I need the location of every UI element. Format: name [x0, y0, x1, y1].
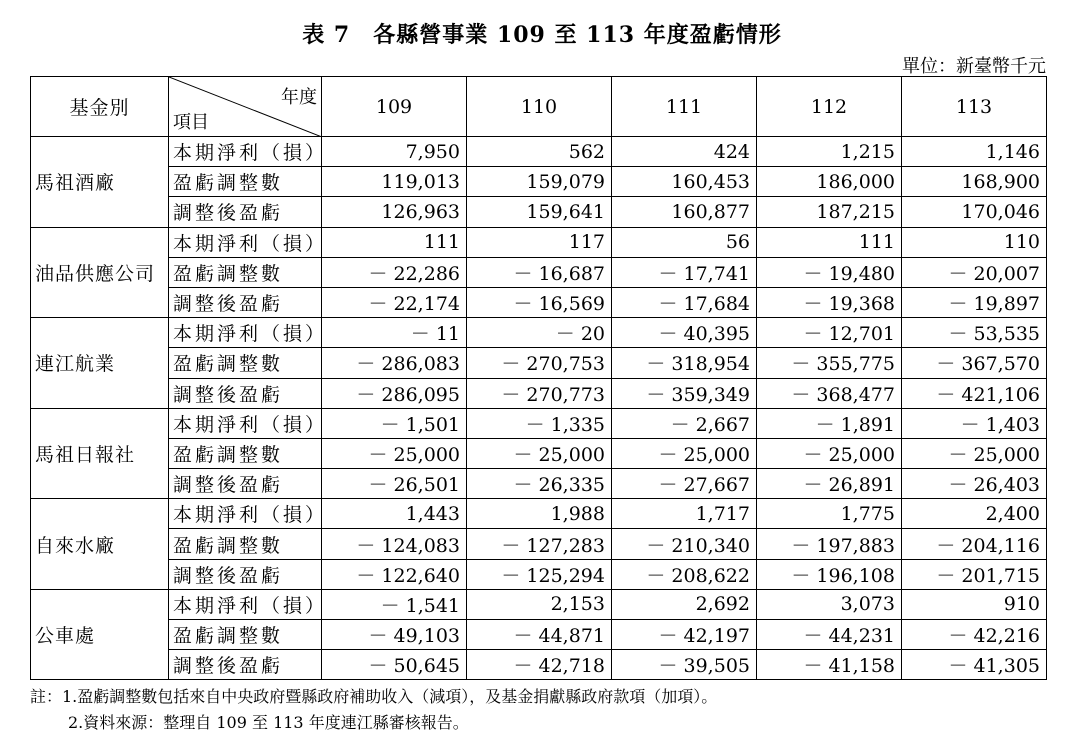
value-cell: － 39,505: [612, 650, 757, 680]
value-cell: 1,215: [757, 137, 902, 167]
fund-name: 油品供應公司: [31, 227, 169, 318]
value-cell: 187,215: [757, 197, 902, 227]
value-cell: － 19,897: [902, 287, 1047, 317]
value-cell: － 25,000: [612, 438, 757, 468]
footnote-1: 註：1.盈虧調整數包括來自中央政府暨縣政府補助收入（減項），及基金捐獻縣政府款項（加項）。: [30, 687, 718, 706]
value-cell: － 208,622: [612, 559, 757, 589]
value-cell: － 26,891: [757, 469, 902, 499]
value-cell: － 204,116: [902, 529, 1047, 559]
item-label-cell: 調整後盈虧: [169, 559, 322, 589]
value-cell: 424: [612, 137, 757, 167]
year-label: 年度: [281, 87, 317, 108]
table-title: 表 7 各縣營事業 109 至 113 年度盈虧情形: [302, 22, 782, 48]
value-cell: － 270,773: [467, 378, 612, 408]
value-cell: － 42,197: [612, 620, 757, 650]
table-row: [31, 167, 1047, 197]
table-row: [31, 378, 1047, 408]
item-label-cell: 本期淨利（損）: [169, 499, 322, 529]
unit-label: 單位：新臺幣千元: [902, 56, 1046, 77]
value-cell: － 1,403: [902, 408, 1047, 438]
table-row: [31, 650, 1047, 680]
item-label-cell: 調整後盈虧: [169, 650, 322, 680]
year-header: 112: [757, 77, 902, 137]
value-cell: － 2,667: [612, 408, 757, 438]
value-cell: － 25,000: [757, 438, 902, 468]
item-label-cell: 本期淨利（損）: [169, 408, 322, 438]
table-row: [31, 469, 1047, 499]
item-label-cell: 本期淨利（損）: [169, 227, 322, 257]
value-cell: 1,146: [902, 137, 1047, 167]
value-cell: － 1,541: [322, 589, 467, 619]
footnote-2: 2.資料來源：整理自 109 至 113 年度連江縣審核報告。: [68, 713, 469, 732]
fund-name: 自來水廠: [31, 499, 169, 590]
value-cell: 1,988: [467, 499, 612, 529]
value-cell: 2,400: [902, 499, 1047, 529]
value-cell: － 16,569: [467, 287, 612, 317]
value-cell: － 27,667: [612, 469, 757, 499]
value-cell: 110: [902, 227, 1047, 257]
value-cell: － 1,891: [757, 408, 902, 438]
value-cell: 3,073: [757, 589, 902, 619]
value-cell: － 19,480: [757, 257, 902, 287]
value-cell: 160,877: [612, 197, 757, 227]
value-cell: － 49,103: [322, 620, 467, 650]
year-header: 113: [902, 77, 1047, 137]
item-label-cell: 盈虧調整數: [169, 529, 322, 559]
value-cell: － 318,954: [612, 348, 757, 378]
value-cell: － 286,095: [322, 378, 467, 408]
value-cell: － 22,174: [322, 287, 467, 317]
value-cell: 562: [467, 137, 612, 167]
value-cell: － 196,108: [757, 559, 902, 589]
item-label: 項目: [173, 112, 209, 133]
value-cell: 1,443: [322, 499, 467, 529]
item-label-cell: 調整後盈虧: [169, 197, 322, 227]
value-cell: － 25,000: [467, 438, 612, 468]
item-label-cell: 調整後盈虧: [169, 378, 322, 408]
item-label-cell: 盈虧調整數: [169, 348, 322, 378]
value-cell: － 41,305: [902, 650, 1047, 680]
item-label-cell: 盈虧調整數: [169, 620, 322, 650]
value-cell: － 17,684: [612, 287, 757, 317]
value-cell: － 210,340: [612, 529, 757, 559]
value-cell: 111: [322, 227, 467, 257]
footnotes: [30, 684, 717, 736]
value-cell: 159,641: [467, 197, 612, 227]
value-cell: － 355,775: [757, 348, 902, 378]
value-cell: － 368,477: [757, 378, 902, 408]
value-cell: 56: [612, 227, 757, 257]
value-cell: － 50,645: [322, 650, 467, 680]
value-cell: 1,717: [612, 499, 757, 529]
value-cell: － 41,158: [757, 650, 902, 680]
value-cell: 7,950: [322, 137, 467, 167]
value-cell: － 40,395: [612, 318, 757, 348]
table-row: [31, 137, 1047, 167]
value-cell: － 124,083: [322, 529, 467, 559]
table-row: [31, 197, 1047, 227]
table-row: [31, 287, 1047, 317]
value-cell: － 125,294: [467, 559, 612, 589]
value-cell: － 44,871: [467, 620, 612, 650]
value-cell: 186,000: [757, 167, 902, 197]
table-row: [31, 227, 1047, 257]
value-cell: － 19,368: [757, 287, 902, 317]
value-cell: － 359,349: [612, 378, 757, 408]
value-cell: － 201,715: [902, 559, 1047, 589]
table-row: [31, 589, 1047, 619]
header-row: [31, 77, 1047, 137]
value-cell: － 1,335: [467, 408, 612, 438]
value-cell: 117: [467, 227, 612, 257]
item-label-cell: 盈虧調整數: [169, 438, 322, 468]
value-cell: 111: [757, 227, 902, 257]
profit-loss-table: [30, 76, 1047, 680]
value-cell: － 17,741: [612, 257, 757, 287]
year-header: 109: [322, 77, 467, 137]
item-label-cell: 盈虧調整數: [169, 257, 322, 287]
value-cell: － 286,083: [322, 348, 467, 378]
table-row: [31, 348, 1047, 378]
item-label-cell: 本期淨利（損）: [169, 137, 322, 167]
value-cell: － 197,883: [757, 529, 902, 559]
table-row: [31, 438, 1047, 468]
value-cell: － 26,501: [322, 469, 467, 499]
year-item-diagonal-header: [169, 77, 322, 137]
value-cell: 159,079: [467, 167, 612, 197]
item-label-cell: 本期淨利（損）: [169, 589, 322, 619]
value-cell: － 20: [467, 318, 612, 348]
table-row: [31, 559, 1047, 589]
value-cell: － 127,283: [467, 529, 612, 559]
value-cell: － 11: [322, 318, 467, 348]
table-row: [31, 408, 1047, 438]
value-cell: － 421,106: [902, 378, 1047, 408]
value-cell: 2,692: [612, 589, 757, 619]
value-cell: 170,046: [902, 197, 1047, 227]
table-row: [31, 318, 1047, 348]
table-row: [31, 529, 1047, 559]
item-label-cell: 調整後盈虧: [169, 469, 322, 499]
value-cell: － 25,000: [322, 438, 467, 468]
year-header: 111: [612, 77, 757, 137]
value-cell: 910: [902, 589, 1047, 619]
value-cell: 119,013: [322, 167, 467, 197]
value-cell: － 270,753: [467, 348, 612, 378]
year-header: 110: [467, 77, 612, 137]
table-row: [31, 257, 1047, 287]
value-cell: 168,900: [902, 167, 1047, 197]
item-label-cell: 盈虧調整數: [169, 167, 322, 197]
value-cell: － 26,403: [902, 469, 1047, 499]
fund-name: 連江航業: [31, 318, 169, 409]
value-cell: － 1,501: [322, 408, 467, 438]
value-cell: － 20,007: [902, 257, 1047, 287]
fund-column-header: 基金別: [31, 77, 169, 137]
item-label-cell: 調整後盈虧: [169, 287, 322, 317]
value-cell: － 44,231: [757, 620, 902, 650]
value-cell: － 53,535: [902, 318, 1047, 348]
value-cell: － 16,687: [467, 257, 612, 287]
value-cell: － 42,216: [902, 620, 1047, 650]
value-cell: － 122,640: [322, 559, 467, 589]
value-cell: － 26,335: [467, 469, 612, 499]
value-cell: 160,453: [612, 167, 757, 197]
table-row: [31, 499, 1047, 529]
fund-name: 馬祖酒廠: [31, 137, 169, 228]
value-cell: 2,153: [467, 589, 612, 619]
value-cell: － 22,286: [322, 257, 467, 287]
item-label-cell: 本期淨利（損）: [169, 318, 322, 348]
value-cell: － 12,701: [757, 318, 902, 348]
value-cell: － 367,570: [902, 348, 1047, 378]
value-cell: 1,775: [757, 499, 902, 529]
value-cell: － 42,718: [467, 650, 612, 680]
fund-name: 公車處: [31, 589, 169, 680]
value-cell: － 25,000: [902, 438, 1047, 468]
table-body: [31, 137, 1047, 680]
value-cell: 126,963: [322, 197, 467, 227]
table-row: [31, 620, 1047, 650]
fund-name: 馬祖日報社: [31, 408, 169, 499]
